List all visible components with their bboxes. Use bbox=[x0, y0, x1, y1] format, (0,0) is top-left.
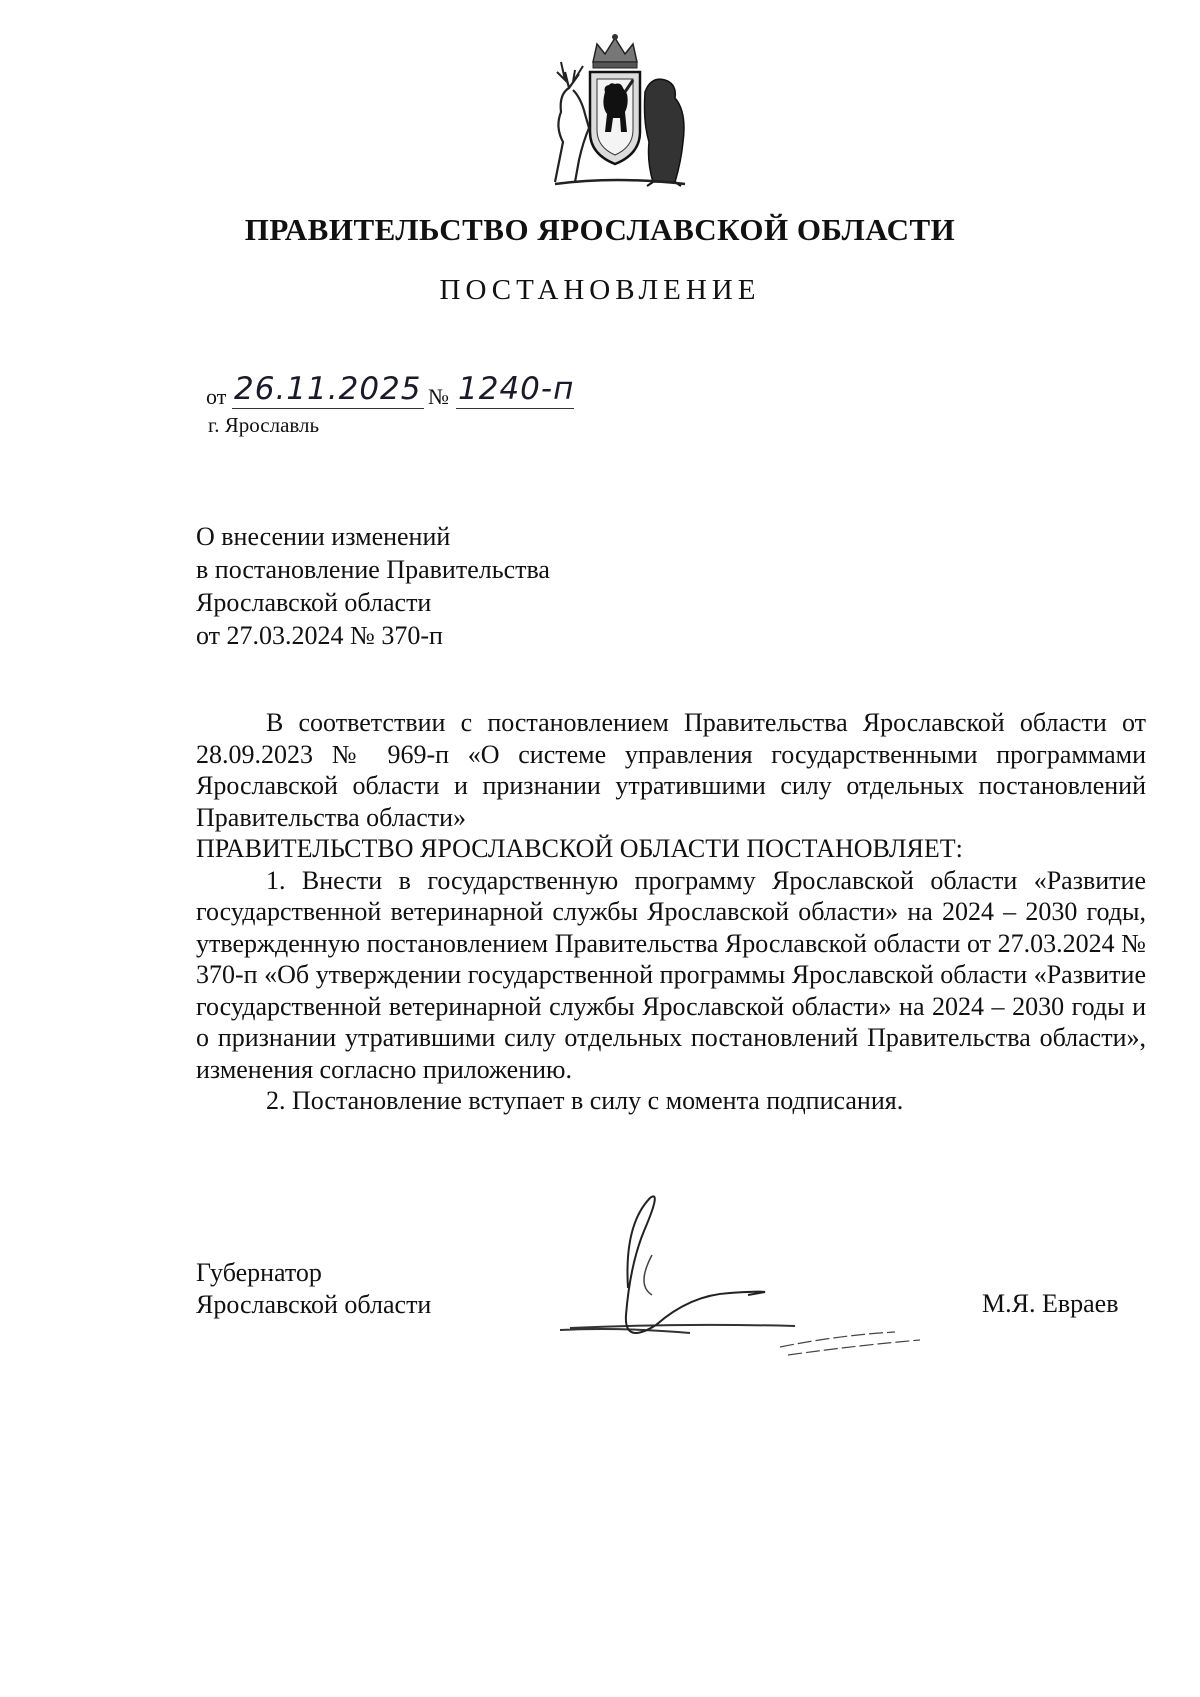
date-value: 26.11.2025 bbox=[234, 371, 422, 407]
date-field bbox=[232, 370, 424, 409]
signer-name: М.Я. Евраев bbox=[982, 1289, 1119, 1318]
date-number-line bbox=[206, 370, 626, 410]
position-line: Ярославской области bbox=[196, 1290, 432, 1319]
preamble-paragraph: В соответствии с постановлением Правительства Ярославской области от 28.09.2023 № 969-п «О системе управления государственными программами Ярославской области и признании утратившими силу отдельных постановлений Правительства области» bbox=[196, 708, 1146, 832]
doc-type-title: ПОСТАНОВЛЕНИЕ bbox=[439, 274, 761, 306]
decree-line: ПРАВИТЕЛЬСТВО ЯРОСЛАВСКОЙ ОБЛАСТИ ПОСТАНОВЛЯЕТ: bbox=[196, 834, 963, 863]
signature-icon bbox=[560, 1195, 950, 1375]
org-title: ПРАВИТЕЛЬСТВО ЯРОСЛАВСКОЙ ОБЛАСТИ bbox=[244, 212, 956, 247]
subject-line: в постановление Правительства bbox=[196, 555, 550, 584]
signer-position bbox=[196, 1257, 431, 1321]
subject-line: О внесении изменений bbox=[196, 522, 451, 551]
number-field bbox=[456, 370, 574, 409]
date-label: от bbox=[206, 384, 227, 409]
city: г. Ярославль bbox=[208, 413, 320, 437]
coat-of-arms-icon bbox=[535, 32, 695, 192]
document-body bbox=[196, 707, 1146, 1117]
position-line: Губернатор bbox=[196, 1258, 322, 1287]
subject-block bbox=[196, 520, 550, 652]
subject-line: Ярославской области bbox=[196, 588, 432, 617]
number-value: 1240-п bbox=[458, 371, 575, 407]
item-2-paragraph: 2. Постановление вступает в силу с момента подписания. bbox=[266, 1086, 904, 1115]
item-1-paragraph: 1. Внести в государственную программу Ярославской области «Развитие государственной ветеринарной службы Ярославской области» на 2024 – 2030 годы, утвержденную постановлением Правительства Ярославской области от 27.03.2024 № 370-п «Об утверждении государственной программы Ярославской области «Развитие государственной ветеринарной службы Ярославской области» на 2024 – 2030 годы и о признании утратившими силу отдельных постановлений Правительства области», изменения согласно приложению. bbox=[196, 865, 1146, 1084]
number-label: № bbox=[428, 384, 449, 409]
subject-line: от 27.03.2024 № 370-п bbox=[196, 621, 443, 650]
